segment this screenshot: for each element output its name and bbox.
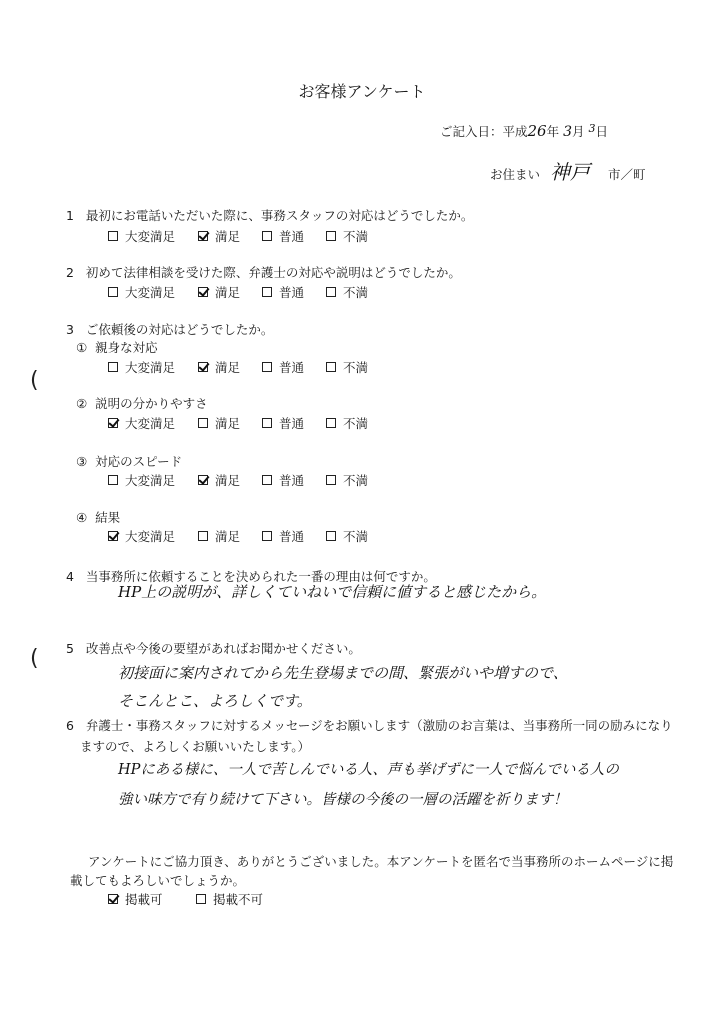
checkbox-checked[interactable] xyxy=(198,287,208,297)
q3-1-option-normal[interactable]: 普通 xyxy=(262,358,304,376)
sub-question-4: ④ 結果 xyxy=(76,510,121,525)
checkbox-checked[interactable] xyxy=(198,362,208,372)
page-title: お客様アンケート xyxy=(298,82,426,101)
checkbox[interactable] xyxy=(198,531,208,541)
consent-option-deny[interactable]: 掲載不可 xyxy=(196,890,263,908)
address-city[interactable]: 神戸 xyxy=(550,160,590,184)
q3-3-option-normal[interactable]: 普通 xyxy=(262,471,304,489)
checkbox[interactable] xyxy=(262,231,272,241)
q3-4-option-satisfied[interactable]: 満足 xyxy=(198,527,240,545)
question-number: 4 xyxy=(66,569,74,584)
question-5 xyxy=(66,639,361,657)
q3-1-option-very-satisfied[interactable]: 大変満足 xyxy=(108,358,175,376)
q3-4-option-very-satisfied[interactable]: 大変満足 xyxy=(108,527,175,545)
address xyxy=(490,156,646,185)
checkbox[interactable] xyxy=(108,362,118,372)
question-text: 最初にお電話いただいた際に、事務スタッフの対応はどうでしたか。 xyxy=(85,208,474,223)
q3-4-option-normal[interactable]: 普通 xyxy=(262,527,304,545)
sub-question-label: 説明の分かりやすさ xyxy=(95,396,208,411)
punch-hole-mark: ( xyxy=(30,368,39,393)
question-text-line-1: 弁護士・事務スタッフに対するメッセージをお願いします（激励のお言葉は、当事務所一同の励みになり xyxy=(85,718,673,733)
day-unit: 日 xyxy=(595,124,609,139)
q5-answer-line-1[interactable]: 初接面に案内されてから先生登場までの間、緊張がいや増すので、 xyxy=(118,664,568,682)
checkbox[interactable] xyxy=(196,894,206,904)
checkbox[interactable] xyxy=(108,287,118,297)
question-text: ご依頼後の対応はどうでしたか。 xyxy=(85,322,274,337)
question-number: 5 xyxy=(66,641,74,656)
question-number: 6 xyxy=(66,718,74,733)
checkbox-checked[interactable] xyxy=(198,475,208,485)
question-text-line-2: ますので、よろしくお願いいたします。） xyxy=(80,739,311,754)
checkbox-checked[interactable] xyxy=(108,531,118,541)
checkbox[interactable] xyxy=(108,231,118,241)
checkbox[interactable] xyxy=(326,287,336,297)
checkbox[interactable] xyxy=(262,287,272,297)
question-text: 当事務所に依頼することを決められた一番の理由は何ですか。 xyxy=(85,569,436,584)
q2-option-dissatisfied[interactable]: 不満 xyxy=(326,283,368,301)
checkbox[interactable] xyxy=(326,231,336,241)
q3-3-option-very-satisfied[interactable]: 大変満足 xyxy=(108,471,175,489)
consent-text-line-2: 載してもよろしいでしょうか。 xyxy=(70,873,246,888)
month-unit: 月 xyxy=(572,124,585,139)
checkbox[interactable] xyxy=(326,418,336,428)
q4-answer[interactable]: HP上の説明が、詳しくていねいで信頼に値すると感じたから。 xyxy=(118,583,547,601)
sub-question-label: 対応のスピード xyxy=(95,454,183,469)
checkbox[interactable] xyxy=(326,475,336,485)
q3-2-option-dissatisfied[interactable]: 不満 xyxy=(326,414,368,432)
entry-date-label: ご記入日：平成 xyxy=(440,124,528,139)
address-suffix: 市／町 xyxy=(607,167,646,182)
q6-answer-line-2[interactable]: 強い味方で有り続けて下さい。皆様の今後の一層の活躍を祈ります！ xyxy=(118,792,568,808)
q3-1-option-dissatisfied[interactable]: 不満 xyxy=(326,358,368,376)
q3-3-option-dissatisfied[interactable]: 不満 xyxy=(326,471,368,489)
entry-date-day[interactable]: 3 xyxy=(588,122,596,135)
consent-option-allow[interactable]: 掲載可 xyxy=(108,890,163,908)
q2-option-normal[interactable]: 普通 xyxy=(262,283,304,301)
q2-option-satisfied[interactable]: 満足 xyxy=(198,283,240,301)
checkbox[interactable] xyxy=(326,362,336,372)
q3-3-option-satisfied[interactable]: 満足 xyxy=(198,471,240,489)
checkbox-checked[interactable] xyxy=(108,418,118,428)
checkbox[interactable] xyxy=(108,475,118,485)
entry-date-year[interactable]: 26 xyxy=(527,122,547,140)
question-text: 改善点や今後の要望があればお聞かせください。 xyxy=(85,641,361,656)
q2-option-very-satisfied[interactable]: 大変満足 xyxy=(108,283,175,301)
q3-4-option-dissatisfied[interactable]: 不満 xyxy=(326,527,368,545)
question-2 xyxy=(66,263,461,281)
checkbox[interactable] xyxy=(262,362,272,372)
question-1 xyxy=(66,206,473,224)
q1-option-dissatisfied[interactable]: 不満 xyxy=(326,227,368,245)
question-number: 2 xyxy=(66,265,74,280)
sub-question-3: ③ 対応のスピード xyxy=(76,454,183,469)
year-unit: 年 xyxy=(546,124,560,139)
question-text: 初めて法律相談を受けた際、弁護士の対応や説明はどうでしたか。 xyxy=(85,265,461,280)
sub-question-label: 親身な対応 xyxy=(95,340,158,355)
entry-date xyxy=(440,122,608,140)
q3-2-option-satisfied[interactable]: 満足 xyxy=(198,414,240,432)
sub-question-1: ① 親身な対応 xyxy=(76,340,158,355)
checkbox[interactable] xyxy=(262,475,272,485)
checkbox[interactable] xyxy=(262,418,272,428)
sub-question-2: ② 説明の分かりやすさ xyxy=(76,396,208,411)
q1-option-very-satisfied[interactable]: 大変満足 xyxy=(108,227,175,245)
address-label: お住まい xyxy=(490,167,541,182)
consent-text-line-1: アンケートにご協力頂き、ありがとうございました。本アンケートを匿名で当事務所のホームページに掲 xyxy=(88,854,674,869)
checkbox-checked[interactable] xyxy=(198,231,208,241)
q5-answer-line-2[interactable]: そこんとこ、よろしくです。 xyxy=(118,692,312,710)
q3-2-option-very-satisfied[interactable]: 大変満足 xyxy=(108,414,175,432)
question-6 xyxy=(66,716,673,734)
q1-option-normal[interactable]: 普通 xyxy=(262,227,304,245)
checkbox[interactable] xyxy=(326,531,336,541)
q3-2-option-normal[interactable]: 普通 xyxy=(262,414,304,432)
question-number: 1 xyxy=(66,208,74,223)
question-3 xyxy=(66,320,273,338)
checkbox[interactable] xyxy=(198,418,208,428)
sub-question-label: 結果 xyxy=(95,510,121,525)
checkbox-checked[interactable] xyxy=(108,894,118,904)
entry-date-month[interactable]: 3 xyxy=(563,124,573,140)
checkbox[interactable] xyxy=(262,531,272,541)
q6-answer-line-1[interactable]: HPにある様に、一人で苦しんでいる人、声も挙げずに一人で悩んでいる人の xyxy=(118,762,619,778)
question-number: 3 xyxy=(66,322,74,337)
punch-hole-mark: ( xyxy=(30,646,39,671)
q1-option-satisfied[interactable]: 満足 xyxy=(198,227,240,245)
q3-1-option-satisfied[interactable]: 満足 xyxy=(198,358,240,376)
